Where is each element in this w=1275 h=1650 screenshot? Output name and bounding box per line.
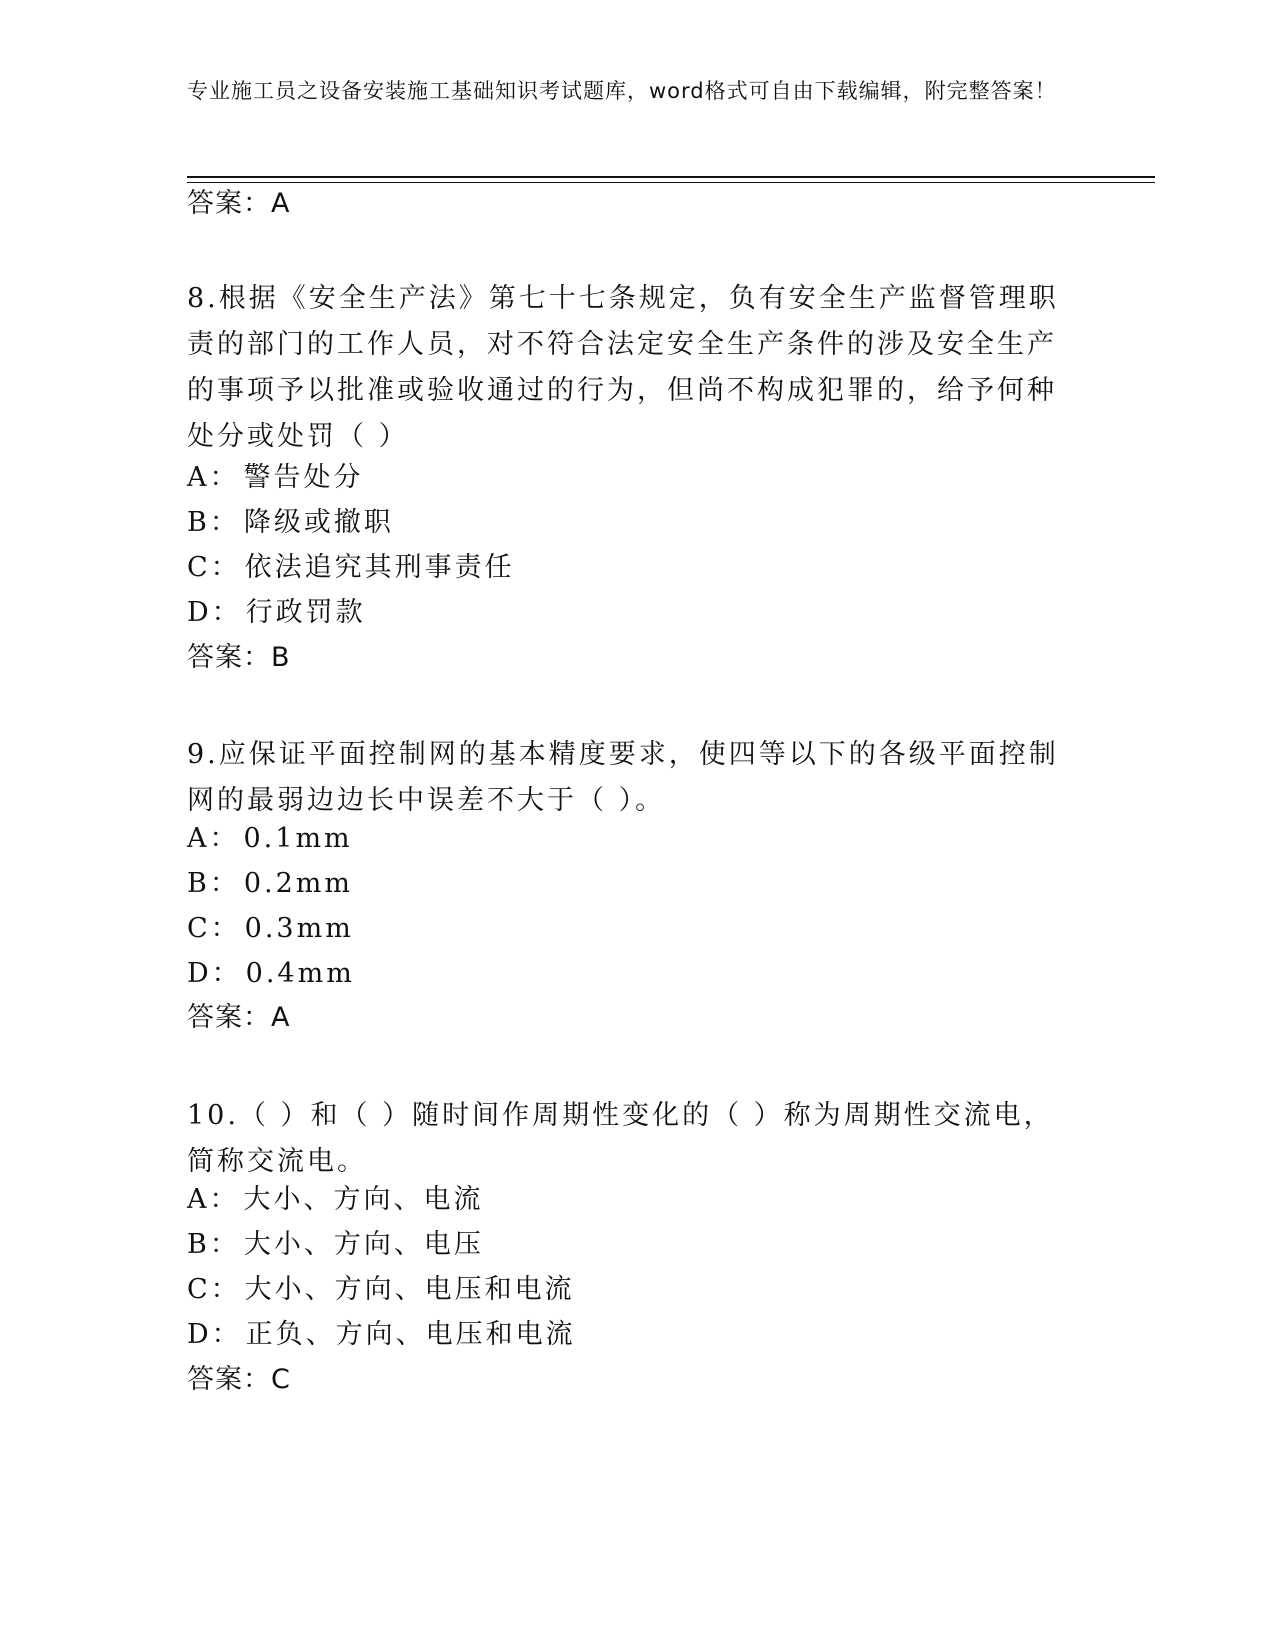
question-8-option-d [187, 595, 366, 631]
option-label: D： [187, 1319, 242, 1350]
question-10-option-a [187, 1182, 484, 1218]
option-label: A： [187, 823, 240, 854]
question-9-option-b [187, 866, 353, 902]
option-text: 行政罚款 [245, 597, 366, 628]
question-9-option-d [187, 956, 355, 992]
question-8-option-c [187, 550, 515, 586]
previous-answer: 答案：A [187, 188, 291, 219]
question-9-answer: 答案：A [187, 1002, 291, 1033]
question-8-stem: 8.根据《安全生产法》第七十七条规定，负有安全生产监督管理职责的部门的工作人员，对不符合法定安全生产条件的涉及安全生产的事项予以批准或验收通过的行为，但尚不构成犯罪的，给予何种处分或处罚（ ） [187, 283, 1059, 452]
question-8-answer: 答案：B [187, 642, 291, 673]
option-label: B： [187, 868, 240, 899]
option-text: 依法追究其刑事责任 [244, 552, 515, 583]
option-text: 正负、方向、电压和电流 [245, 1319, 576, 1350]
question-9-option-c [187, 911, 354, 947]
option-text: 0.3mm [244, 913, 354, 944]
option-text: 大小、方向、电流 [243, 1184, 484, 1215]
option-label: B： [187, 1229, 240, 1260]
option-text: 大小、方向、电压和电流 [244, 1274, 575, 1305]
header-divider-thin [187, 182, 1155, 183]
option-text: 大小、方向、电压 [243, 1229, 484, 1260]
header-divider-thick [187, 176, 1155, 178]
document-header: 专业施工员之设备安装施工基础知识考试题库，word格式可自由下载编辑，附完整答案！ [187, 79, 1057, 103]
question-8-option-a [187, 460, 364, 496]
option-text: 0.4mm [245, 958, 355, 989]
option-label: D： [187, 597, 242, 628]
option-label: B： [187, 507, 240, 538]
question-10-option-b [187, 1227, 484, 1263]
option-label: C： [187, 1274, 241, 1305]
option-label: D： [187, 958, 242, 989]
question-10-answer: 答案：C [187, 1364, 291, 1395]
option-label: C： [187, 913, 241, 944]
question-10-stem: 10.（ ）和（ ）随时间作周期性变化的（ ）称为周期性交流电，简称交流电。 [187, 1100, 1054, 1177]
option-label: C： [187, 552, 241, 583]
question-10-option-c [187, 1272, 575, 1308]
question-9-stem: 9.应保证平面控制网的基本精度要求，使四等以下的各级平面控制网的最弱边边长中误差不大于（ ）。 [187, 739, 1059, 816]
option-text: 0.1mm [243, 823, 353, 854]
option-text: 警告处分 [243, 462, 364, 493]
question-8-option-b [187, 505, 394, 541]
question-10-option-d [187, 1317, 576, 1353]
option-text: 降级或撤职 [243, 507, 394, 538]
option-text: 0.2mm [243, 868, 353, 899]
question-9-option-a [187, 821, 353, 857]
option-label: A： [187, 1184, 240, 1215]
option-label: A： [187, 462, 240, 493]
